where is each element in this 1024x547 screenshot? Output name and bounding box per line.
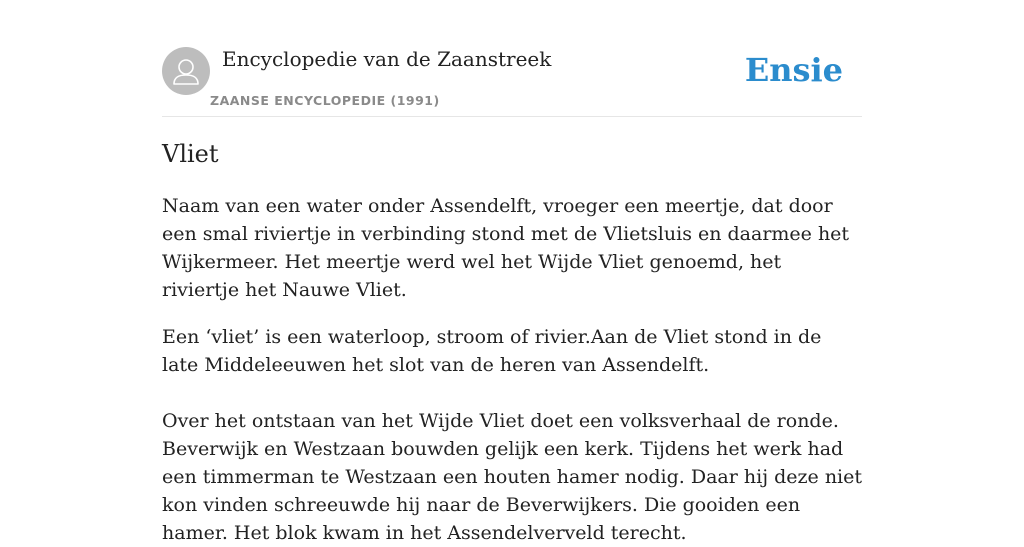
- brand-logo[interactable]: Ensie: [744, 51, 843, 89]
- source-title[interactable]: Encyclopedie van de Zaanstreek: [222, 47, 552, 71]
- article: [162, 138, 862, 547]
- article-paragraph: Een ‘vliet’ is een waterloop, stroom of rivier.Aan de Vliet stond in de late Middeleeuwen het slot van de heren van Assendelft.: [162, 326, 822, 376]
- source-subtitle: ZAANSE ENCYCLOPEDIE (1991): [210, 93, 440, 108]
- article-paragraph: Over het ontstaan van het Wijde Vliet doet een volksverhaal de ronde. Beverwijk en Westzaan bouwden gelijk een kerk. Tijdens het werk had een timmerman te Westzaan een houten hamer nodig. Daar hij deze niet kon vinden schreeuwde hij naar de Beverwijkers. Die gooiden een hamer. Het blok kwam in het Assendelverveld terecht.: [162, 410, 863, 544]
- source-avatar[interactable]: [162, 47, 210, 95]
- user-silhouette-icon: [162, 47, 210, 95]
- source-header: [162, 46, 862, 117]
- article-paragraph: Naam van een water onder Assendelft, vroeger een meertje, dat door een smal riviertje in verbinding stond met de Vlietsluis en daarmee het Wijkermeer. Het meertje werd wel het Wijde Vliet genoemd, het riviertje het Nauwe Vliet.: [162, 195, 850, 301]
- article-title: Vliet: [162, 140, 219, 168]
